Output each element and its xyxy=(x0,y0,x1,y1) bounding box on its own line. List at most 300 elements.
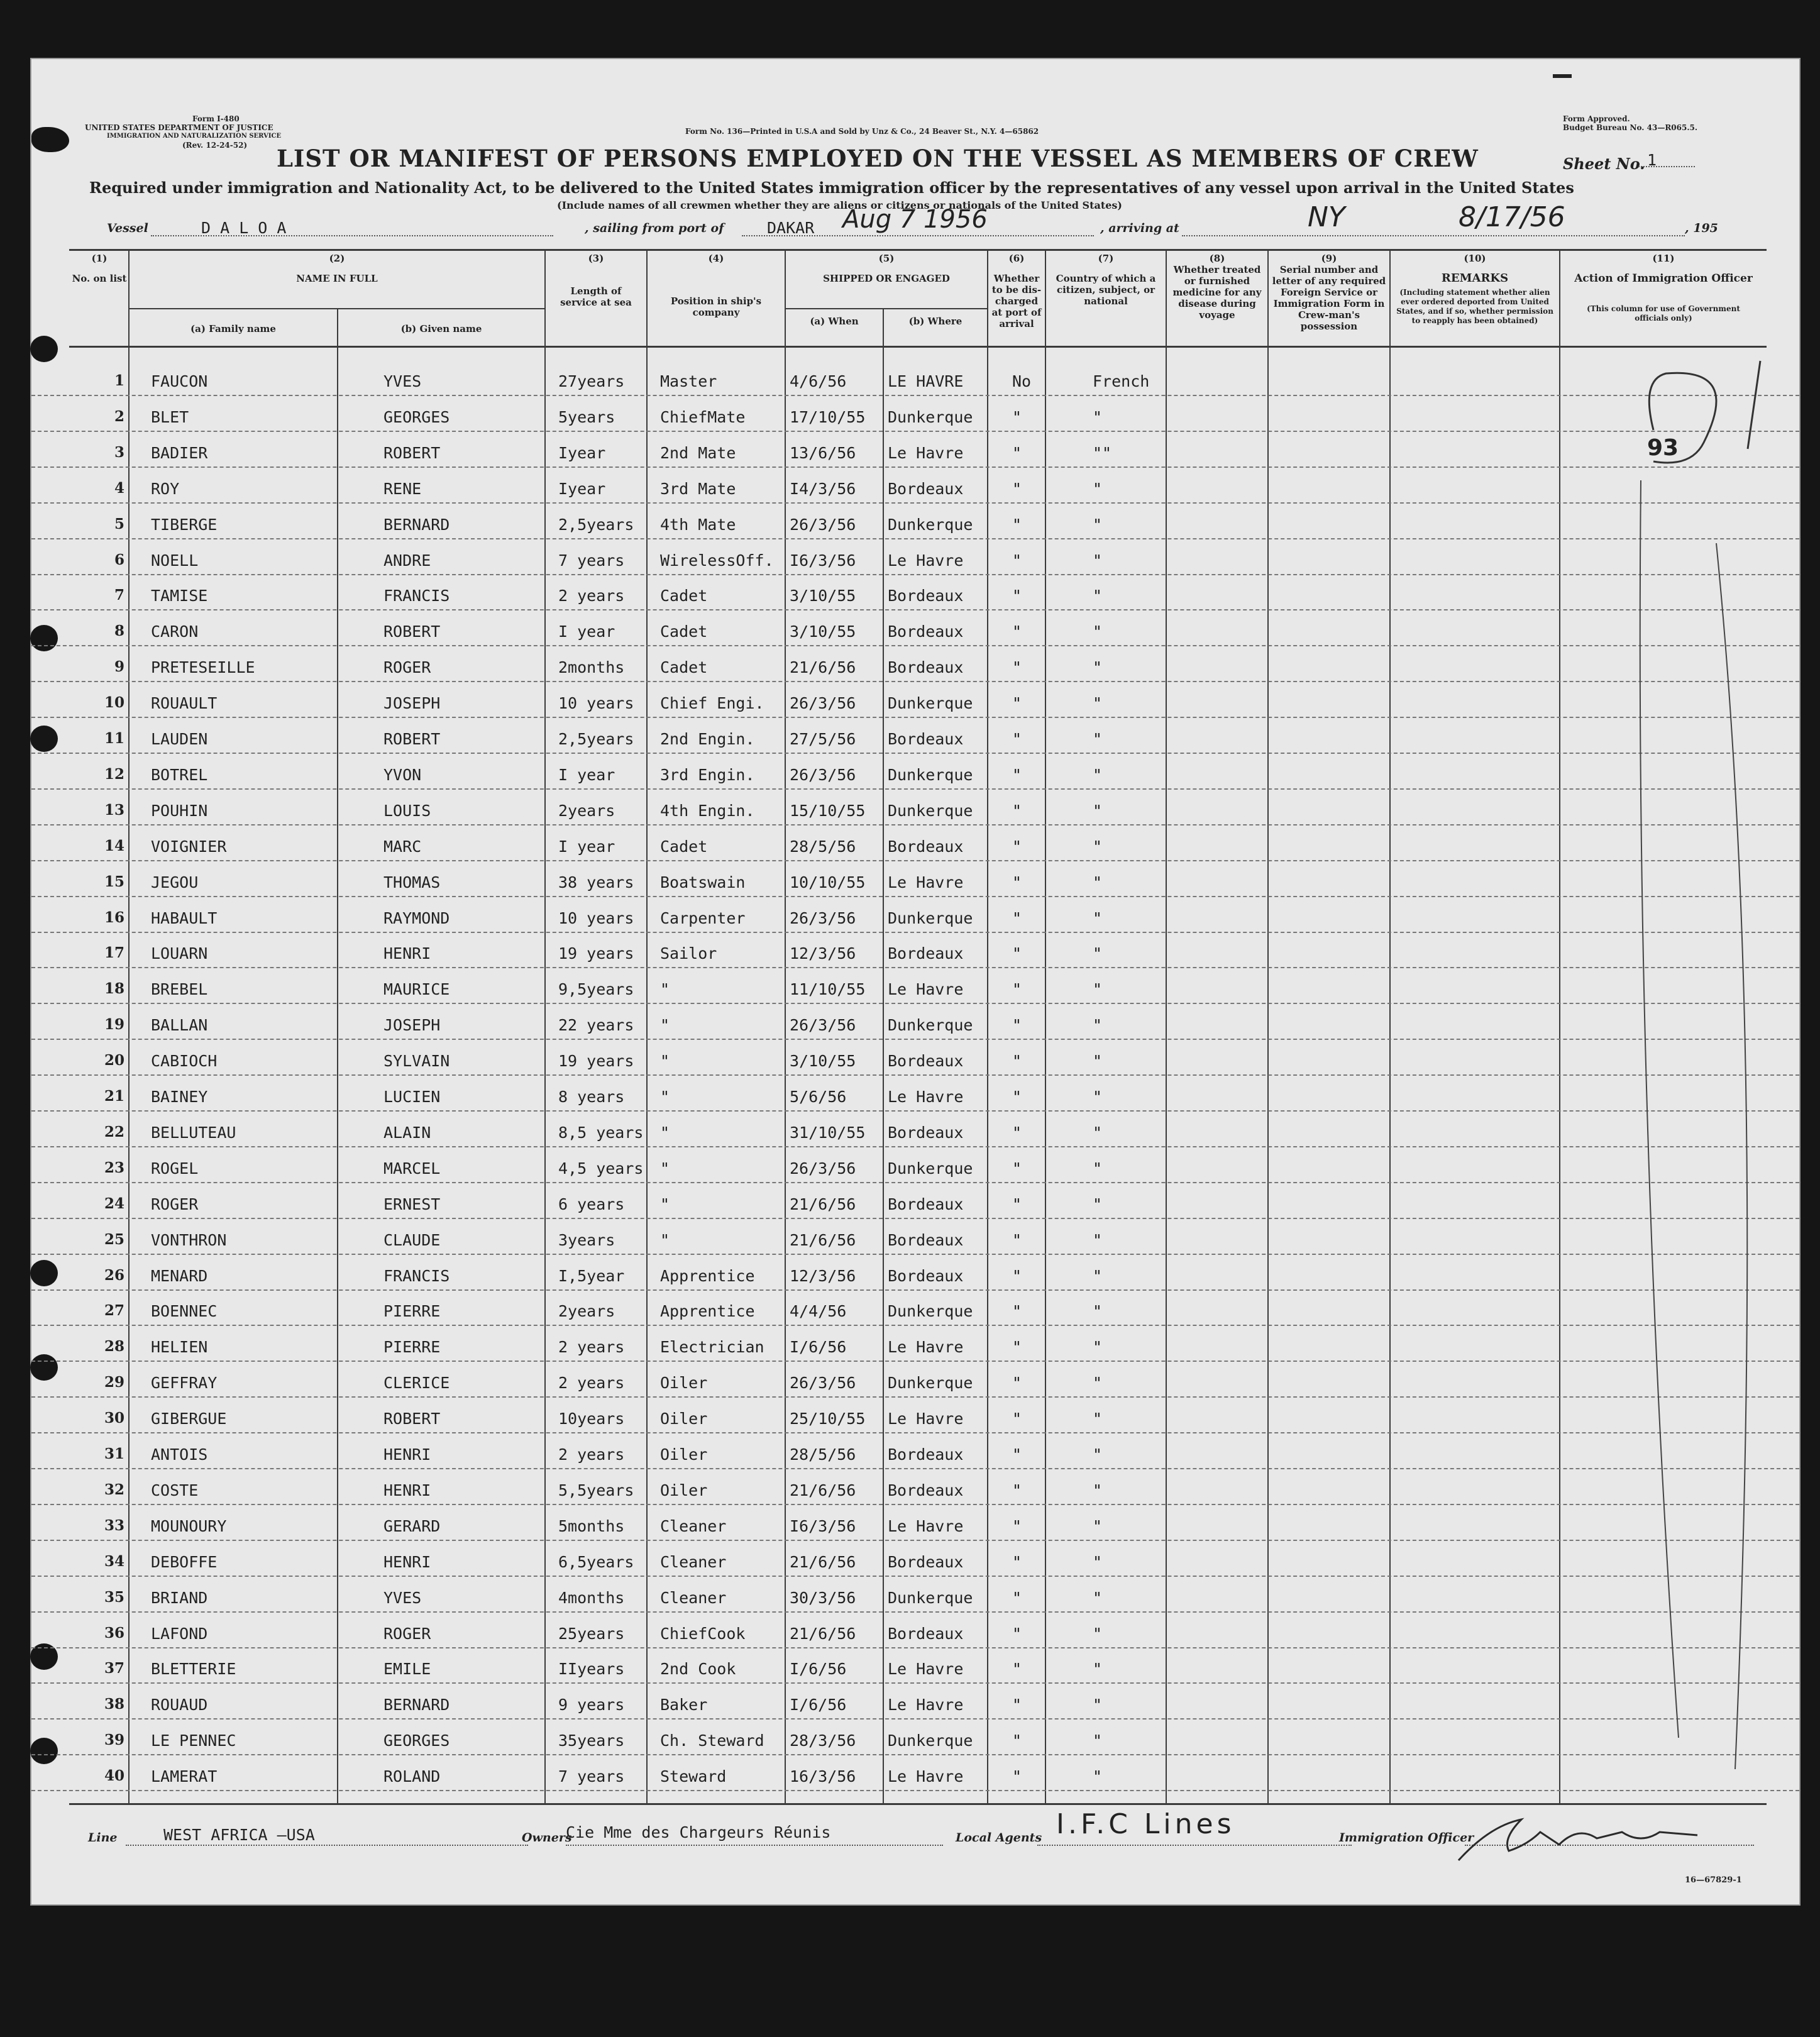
discharged-flag: " xyxy=(1012,765,1022,784)
engaged-date: 21/6/56 xyxy=(790,1481,856,1499)
family-name: ROUAUD xyxy=(151,1696,208,1714)
punch-hole xyxy=(30,336,58,362)
service-length: 5years xyxy=(558,407,615,426)
row-number: 20 xyxy=(104,1052,124,1069)
position: " xyxy=(660,1123,670,1142)
family-name: GEFFRAY xyxy=(151,1374,218,1393)
form-id: Form I-480 xyxy=(192,114,240,123)
nationality: " xyxy=(1093,1731,1103,1750)
officer-count: 93 xyxy=(1647,435,1679,461)
engaged-place: Dunkerque xyxy=(888,765,973,784)
discharged-flag: No xyxy=(1012,372,1032,390)
table-row xyxy=(31,1147,1799,1183)
year-label: , 195 xyxy=(1685,221,1718,235)
discharged-flag: " xyxy=(1012,908,1022,927)
position: Oiler xyxy=(660,1481,708,1499)
engaged-date: 4/6/56 xyxy=(790,372,847,390)
position: Cleaner xyxy=(660,1516,727,1535)
manifest-sheet xyxy=(30,58,1801,1906)
sheet-label: Sheet No. xyxy=(1563,155,1645,173)
nationality: " xyxy=(1093,551,1103,570)
table-row xyxy=(31,1003,1799,1040)
given-name: HENRI xyxy=(383,1552,431,1571)
engaged-place: Bordeaux xyxy=(888,1123,964,1142)
table-row xyxy=(31,467,1799,504)
col6-number: (6) xyxy=(1008,253,1025,264)
row-number: 1 xyxy=(114,372,124,389)
position: " xyxy=(660,1088,670,1106)
nationality: " xyxy=(1093,944,1103,963)
nationality: " xyxy=(1093,1767,1103,1786)
table-row xyxy=(31,1469,1799,1505)
engaged-date: 26/3/56 xyxy=(790,694,856,713)
engaged-date: I6/3/56 xyxy=(790,1516,856,1535)
position: Chief Engi. xyxy=(660,694,764,713)
table-row xyxy=(31,1397,1799,1433)
given-name: ANDRE xyxy=(383,551,431,570)
row-number: 33 xyxy=(104,1516,124,1534)
service-length: 2 years xyxy=(558,1445,625,1464)
col2b-heading: (b) Given name xyxy=(400,323,482,334)
position: WirelessOff. xyxy=(660,551,774,570)
family-name: BADIER xyxy=(151,443,208,462)
engaged-place: Bordeaux xyxy=(888,622,964,641)
family-name: PRETESEILLE xyxy=(151,658,255,677)
given-name: THOMAS xyxy=(383,873,441,892)
family-name: BOENNEC xyxy=(151,1302,218,1321)
family-name: ROGEL xyxy=(151,1159,199,1178)
family-name: BRIAND xyxy=(151,1588,208,1607)
engaged-date: I4/3/56 xyxy=(790,479,856,498)
discharged-flag: " xyxy=(1012,1660,1022,1679)
position: Ch. Steward xyxy=(660,1731,764,1750)
family-name: VONTHRON xyxy=(151,1230,227,1249)
row-number: 11 xyxy=(104,730,124,747)
position: Cadet xyxy=(660,587,708,605)
engaged-place: Le Havre xyxy=(888,1660,964,1679)
col3-heading: Length of service at sea xyxy=(560,285,632,308)
nationality: French xyxy=(1093,372,1150,390)
given-name: FRANCIS xyxy=(383,587,450,605)
discharged-flag: " xyxy=(1012,587,1022,605)
given-name: ERNEST xyxy=(383,1195,441,1213)
discharged-flag: " xyxy=(1012,1767,1022,1786)
table-row xyxy=(31,1289,1799,1326)
engaged-date: 10/10/55 xyxy=(790,873,866,892)
col5a-heading: (a) When xyxy=(810,316,859,327)
engaged-place: LE HAVRE xyxy=(888,372,964,390)
given-name: JOSEPH xyxy=(383,694,441,713)
given-name: ALAIN xyxy=(383,1123,431,1142)
service-length: 6,5years xyxy=(558,1552,634,1571)
table-top-rule xyxy=(69,249,1767,251)
engaged-place: Bordeaux xyxy=(888,944,964,963)
row-number: 26 xyxy=(104,1266,124,1284)
family-name: ANTOIS xyxy=(151,1445,208,1464)
service-length: 10years xyxy=(558,1410,625,1428)
given-name: ROBERT xyxy=(383,443,441,462)
discharged-flag: " xyxy=(1012,1123,1022,1142)
position: Oiler xyxy=(660,1410,708,1428)
nationality: " xyxy=(1093,479,1103,498)
engaged-place: Le Havre xyxy=(888,1696,964,1714)
service-length: 4,5 years xyxy=(558,1159,644,1178)
engaged-date: 12/3/56 xyxy=(790,944,856,963)
table-row xyxy=(31,395,1799,432)
table-row xyxy=(31,360,1799,396)
service-length: 3years xyxy=(558,1230,615,1249)
arrival-date-handwritten: 8/17/56 xyxy=(1459,201,1565,233)
engaged-place: Le Havre xyxy=(888,1516,964,1535)
service-length: 19 years xyxy=(558,944,634,963)
engaged-place: Le Havre xyxy=(888,1767,964,1786)
given-name: BERNARD xyxy=(383,515,450,534)
col2-number: (2) xyxy=(329,253,345,264)
table-row xyxy=(31,1039,1799,1076)
family-name: FAUCON xyxy=(151,372,208,390)
nationality: " xyxy=(1093,765,1103,784)
smudge xyxy=(1553,74,1572,78)
discharged-flag: " xyxy=(1012,801,1022,820)
position: Baker xyxy=(660,1696,708,1714)
engaged-date: 30/3/56 xyxy=(790,1588,856,1607)
row-number: 22 xyxy=(104,1123,124,1140)
engaged-place: Dunkerque xyxy=(888,1374,973,1393)
discharged-flag: " xyxy=(1012,1052,1022,1071)
position: Oiler xyxy=(660,1445,708,1464)
family-name: BLET xyxy=(151,407,189,426)
family-name: MENARD xyxy=(151,1266,208,1285)
given-name: ROLAND xyxy=(383,1767,441,1786)
nationality: " xyxy=(1093,1624,1103,1643)
position: 2nd Mate xyxy=(660,443,736,462)
engaged-place: Bordeaux xyxy=(888,1552,964,1571)
sailing-label: , sailing from port of xyxy=(585,221,724,235)
family-name: DEBOFFE xyxy=(151,1552,218,1571)
service-length: 2 years xyxy=(558,587,625,605)
position: " xyxy=(660,980,670,999)
engaged-place: Bordeaux xyxy=(888,479,964,498)
service: IMMIGRATION AND NATURALIZATION SERVICE xyxy=(107,133,282,140)
row-number: 37 xyxy=(104,1660,124,1677)
service-length: 38 years xyxy=(558,873,634,892)
col11-number: (11) xyxy=(1652,253,1675,264)
service-length: I year xyxy=(558,837,615,856)
nationality: " xyxy=(1093,1338,1103,1357)
line-value: WEST AFRICA —USA xyxy=(163,1826,315,1844)
engaged-date: I6/3/56 xyxy=(790,551,856,570)
nationality: " xyxy=(1093,1374,1103,1393)
row-number: 28 xyxy=(104,1338,124,1355)
nationality: " xyxy=(1093,694,1103,713)
table-row xyxy=(31,1361,1799,1398)
discharged-flag: " xyxy=(1012,407,1022,426)
engaged-place: Bordeaux xyxy=(888,1195,964,1213)
engaged-date: 28/5/56 xyxy=(790,837,856,856)
row-number: 6 xyxy=(114,551,124,568)
engaged-date: 13/6/56 xyxy=(790,443,856,462)
engaged-date: 4/4/56 xyxy=(790,1302,847,1321)
discharged-flag: " xyxy=(1012,980,1022,999)
table-row xyxy=(31,789,1799,825)
engaged-date: 25/10/55 xyxy=(790,1410,866,1428)
service-length: 8 years xyxy=(558,1088,625,1106)
engaged-date: I/6/56 xyxy=(790,1338,847,1357)
engaged-date: 16/3/56 xyxy=(790,1767,856,1786)
service-length: 5months xyxy=(558,1516,625,1535)
engaged-date: 21/6/56 xyxy=(790,1624,856,1643)
row-number: 27 xyxy=(104,1302,124,1320)
col9-number: (9) xyxy=(1321,253,1337,264)
given-name: HENRI xyxy=(383,944,431,963)
engaged-place: Dunkerque xyxy=(888,801,973,820)
position: Steward xyxy=(660,1767,727,1786)
position: Apprentice xyxy=(660,1266,755,1285)
position: " xyxy=(660,1230,670,1249)
engaged-place: Dunkerque xyxy=(888,1159,973,1178)
row-number: 15 xyxy=(104,873,124,890)
given-name: ROBERT xyxy=(383,622,441,641)
family-name: ROUAULT xyxy=(151,694,218,713)
engaged-place: Dunkerque xyxy=(888,1588,973,1607)
family-name: ROY xyxy=(151,479,180,498)
row-number: 36 xyxy=(104,1624,124,1642)
row-number: 10 xyxy=(104,694,124,712)
discharged-flag: " xyxy=(1012,1374,1022,1393)
row-number: 2 xyxy=(114,407,124,425)
family-name: LAFOND xyxy=(151,1624,208,1643)
family-name: BALLAN xyxy=(151,1016,208,1035)
engaged-place: Bordeaux xyxy=(888,730,964,748)
engaged-date: 28/3/56 xyxy=(790,1731,856,1750)
nationality: "" xyxy=(1093,443,1112,462)
service-length: 8,5 years xyxy=(558,1123,644,1142)
family-name: BOTREL xyxy=(151,765,208,784)
row-number: 40 xyxy=(104,1767,124,1785)
engaged-place: Dunkerque xyxy=(888,1016,973,1035)
given-name: BERNARD xyxy=(383,1696,450,1714)
col6-heading: Whether to be dis-charged at port of arrival xyxy=(991,273,1042,329)
discharged-flag: " xyxy=(1012,1588,1022,1607)
family-name: BELLUTEAU xyxy=(151,1123,236,1142)
nationality: " xyxy=(1093,980,1103,999)
given-name: PIERRE xyxy=(383,1338,441,1357)
discharged-flag: " xyxy=(1012,443,1022,462)
row-number: 14 xyxy=(104,837,124,854)
officer-label: Immigration Officer xyxy=(1339,1831,1474,1845)
table-row xyxy=(31,1540,1799,1577)
department: UNITED STATES DEPARTMENT OF JUSTICE xyxy=(85,123,273,132)
nationality: " xyxy=(1093,837,1103,856)
row-number: 24 xyxy=(104,1195,124,1212)
vessel-name: D A L O A xyxy=(201,219,287,237)
owners-value: Cie Mme des Chargeurs Réunis xyxy=(566,1823,831,1841)
row-number: 8 xyxy=(114,622,124,640)
page-title: LIST OR MANIFEST OF PERSONS EMPLOYED ON THE VESSEL AS MEMBERS OF CREW xyxy=(277,145,1479,172)
given-name: MARCEL xyxy=(383,1159,441,1178)
family-name: TIBERGE xyxy=(151,515,218,534)
position: 4th Engin. xyxy=(660,801,755,820)
agents-value: I.F.C Lines xyxy=(1056,1808,1235,1840)
ink-blot xyxy=(31,127,69,152)
engaged-place: Dunkerque xyxy=(888,908,973,927)
discharged-flag: " xyxy=(1012,479,1022,498)
row-number: 32 xyxy=(104,1481,124,1498)
discharged-flag: " xyxy=(1012,1552,1022,1571)
engaged-date: 31/10/55 xyxy=(790,1123,866,1142)
sheet-number: 1 xyxy=(1647,151,1657,169)
row-number: 7 xyxy=(114,587,124,604)
discharged-flag: " xyxy=(1012,1624,1022,1643)
nationality: " xyxy=(1093,1266,1103,1285)
given-name: CLERICE xyxy=(383,1374,450,1393)
nationality: " xyxy=(1093,873,1103,892)
row-number: 31 xyxy=(104,1445,124,1462)
table-row xyxy=(31,825,1799,861)
discharged-flag: " xyxy=(1012,1481,1022,1499)
engaged-place: Le Havre xyxy=(888,873,964,892)
service-length: 35years xyxy=(558,1731,625,1750)
nationality: " xyxy=(1093,730,1103,748)
service-length: 2 years xyxy=(558,1374,625,1393)
engaged-place: Bordeaux xyxy=(888,587,964,605)
table-row xyxy=(31,1075,1799,1112)
service-length: 2years xyxy=(558,1302,615,1321)
engaged-date: 26/3/56 xyxy=(790,1374,856,1393)
position: Master xyxy=(660,372,717,390)
row-number: 19 xyxy=(104,1016,124,1034)
col10-number: (10) xyxy=(1464,253,1486,264)
col7-heading: Country of which a citizen, subject, or national xyxy=(1056,273,1156,307)
engaged-place: Bordeaux xyxy=(888,1481,964,1499)
family-name: VOIGNIER xyxy=(151,837,227,856)
engaged-date: 21/6/56 xyxy=(790,1230,856,1249)
row-number: 12 xyxy=(104,765,124,783)
family-name: NOELL xyxy=(151,551,199,570)
nationality: " xyxy=(1093,1588,1103,1607)
engaged-date: 21/6/56 xyxy=(790,1195,856,1213)
col2-heading: NAME IN FULL xyxy=(296,273,378,284)
nationality: " xyxy=(1093,1302,1103,1321)
service-length: 19 years xyxy=(558,1052,634,1071)
given-name: ROGER xyxy=(383,658,431,677)
header-bottom-rule xyxy=(69,346,1767,348)
table-row xyxy=(31,646,1799,682)
given-name: EMILE xyxy=(383,1660,431,1679)
table-row xyxy=(31,1254,1799,1291)
discharged-flag: " xyxy=(1012,1302,1022,1321)
service-length: 2,5years xyxy=(558,730,634,748)
nationality: " xyxy=(1093,1016,1103,1035)
engaged-place: Bordeaux xyxy=(888,1624,964,1643)
nationality: " xyxy=(1093,515,1103,534)
required-note: Required under immigration and Nationality Act, to be delivered to the United States immigration officer by the representatives of any vessel upon arrival in the United States xyxy=(89,179,1574,197)
discharged-flag: " xyxy=(1012,1195,1022,1213)
engaged-place: Bordeaux xyxy=(888,1052,964,1071)
service-length: 22 years xyxy=(558,1016,634,1035)
given-name: SYLVAIN xyxy=(383,1052,450,1071)
given-name: ROGER xyxy=(383,1624,431,1643)
family-name: BAINEY xyxy=(151,1088,208,1106)
engaged-place: Dunkerque xyxy=(888,1731,973,1750)
given-name: YVES xyxy=(383,1588,422,1607)
nationality: " xyxy=(1093,1481,1103,1499)
discharged-flag: " xyxy=(1012,515,1022,534)
row-number: 18 xyxy=(104,980,124,998)
row-number: 23 xyxy=(104,1159,124,1176)
vessel-label: Vessel xyxy=(107,221,148,235)
position: Carpenter xyxy=(660,908,746,927)
service-length: I,5year xyxy=(558,1266,625,1285)
nationality: " xyxy=(1093,1445,1103,1464)
nationality: " xyxy=(1093,801,1103,820)
nationality: " xyxy=(1093,1660,1103,1679)
given-name: JOSEPH xyxy=(383,1016,441,1035)
col1-heading: No. on list xyxy=(72,273,127,284)
position: Cadet xyxy=(660,658,708,677)
position: " xyxy=(660,1016,670,1035)
service-length: 9 years xyxy=(558,1696,625,1714)
col10-note: (Including statement whether alien ever ordered deported from United States, and if so, whether permission to reapply has been obtained) xyxy=(1396,288,1553,325)
col2a-heading: (a) Family name xyxy=(190,323,276,334)
given-name: HENRI xyxy=(383,1481,431,1499)
line-label: Line xyxy=(88,1831,118,1845)
discharged-flag: " xyxy=(1012,1266,1022,1285)
discharged-flag: " xyxy=(1012,873,1022,892)
col8-number: (8) xyxy=(1209,253,1225,264)
position: Boatswain xyxy=(660,873,746,892)
budget-number: Budget Bureau No. 43—R065.5. xyxy=(1563,123,1698,132)
position: " xyxy=(660,1052,670,1071)
table-row xyxy=(31,610,1799,646)
row-number: 35 xyxy=(104,1588,124,1606)
service-length: 2years xyxy=(558,801,615,820)
sailing-date-handwritten: Aug 7 1956 xyxy=(842,205,988,234)
table-row xyxy=(31,1576,1799,1613)
position: Cadet xyxy=(660,837,708,856)
position: Oiler xyxy=(660,1374,708,1393)
nationality: " xyxy=(1093,908,1103,927)
col8-heading: Whether treated or furnished medicine for any disease during voyage xyxy=(1172,264,1262,321)
engaged-place: Bordeaux xyxy=(888,837,964,856)
nationality: " xyxy=(1093,1410,1103,1428)
col11-heading: Action of Immigration Officer xyxy=(1574,272,1753,285)
service-length: 7 years xyxy=(558,551,625,570)
discharged-flag: " xyxy=(1012,658,1022,677)
discharged-flag: " xyxy=(1012,1230,1022,1249)
nationality: " xyxy=(1093,1696,1103,1714)
engaged-date: 3/10/55 xyxy=(790,1052,856,1071)
nationality: " xyxy=(1093,658,1103,677)
engaged-date: 26/3/56 xyxy=(790,908,856,927)
given-name: YVES xyxy=(383,372,422,390)
family-name: LE PENNEC xyxy=(151,1731,236,1750)
table-row xyxy=(31,1111,1799,1147)
discharged-flag: " xyxy=(1012,944,1022,963)
discharged-flag: " xyxy=(1012,837,1022,856)
family-name: LAUDEN xyxy=(151,730,208,748)
discharged-flag: " xyxy=(1012,730,1022,748)
table-row xyxy=(31,1218,1799,1255)
table-row xyxy=(31,431,1799,468)
table-row xyxy=(31,1719,1799,1755)
given-name: CLAUDE xyxy=(383,1230,441,1249)
position: " xyxy=(660,1195,670,1213)
col5b-heading: (b) Where xyxy=(908,316,962,327)
engaged-date: 21/6/56 xyxy=(790,658,856,677)
service-length: I year xyxy=(558,622,615,641)
engaged-date: 12/3/56 xyxy=(790,1266,856,1285)
